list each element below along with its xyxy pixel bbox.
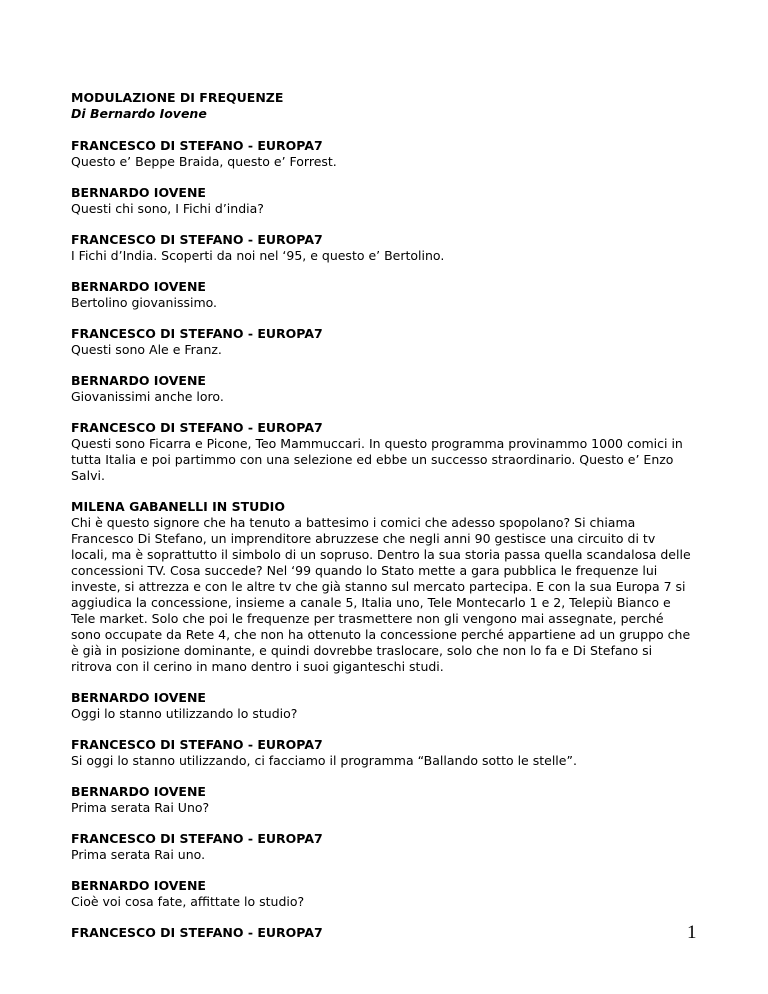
dialogue-line: tutta Italia e poi partimmo con una selezione ed ebbe un successo straordinario. Questo e’ Enzo	[71, 452, 674, 467]
dialogue-line: Prima serata Rai uno.	[71, 847, 206, 862]
dialogue-block	[71, 279, 711, 311]
dialogue-line: Francesco Di Stefano, un imprenditore abruzzese che negli anni 90 gestisce una circuito di tv	[71, 531, 656, 546]
document-author: Di Bernardo Iovene	[71, 106, 207, 121]
page-number: 1	[687, 922, 697, 943]
dialogue-block	[71, 690, 711, 722]
speaker-name: FRANCESCO DI STEFANO - EUROPA7	[71, 138, 323, 153]
document-page	[71, 90, 711, 956]
speaker-name: BERNARDO IOVENE	[71, 279, 206, 294]
dialogue-line: è già in posizione dominante, e quindi dovrebbe traslocare, solo che non lo fa e Di Stefano si	[71, 643, 653, 658]
dialogue-line: aggiudica la concessione, insieme a canale 5, Italia uno, Tele Montecarlo 1 e 2, Telepiù Bianco e	[71, 595, 671, 610]
dialogue-block	[71, 737, 711, 769]
dialogue-block	[71, 185, 711, 217]
dialogue-line: Questi chi sono, I Fichi d’india?	[71, 201, 264, 216]
dialogue-line: Questo e’ Beppe Braida, questo e’ Forrest.	[71, 154, 337, 169]
dialogue-line: Salvi.	[71, 468, 105, 483]
dialogue-block	[71, 878, 711, 910]
dialogue-line: concessioni TV. Cosa succede? Nel ‘99 quando lo Stato mette a gara pubblica le frequenze lui	[71, 563, 658, 578]
speaker-name: BERNARDO IOVENE	[71, 784, 206, 799]
dialogue-line: locali, ma è soprattutto il simbolo di un sopruso. Dentro la sua storia passa quella scandalosa delle	[71, 547, 691, 562]
speaker-name: FRANCESCO DI STEFANO - EUROPA7	[71, 925, 323, 940]
speaker-name: BERNARDO IOVENE	[71, 690, 206, 705]
speaker-name: BERNARDO IOVENE	[71, 878, 206, 893]
dialogue-block	[71, 373, 711, 405]
speaker-name: BERNARDO IOVENE	[71, 185, 206, 200]
dialogue-block	[71, 922, 711, 943]
speaker-name: FRANCESCO DI STEFANO - EUROPA7	[71, 737, 323, 752]
speaker-name: FRANCESCO DI STEFANO - EUROPA7	[71, 831, 323, 846]
dialogue-block	[71, 326, 711, 358]
dialogue-line: I Fichi d’India. Scoperti da noi nel ‘95, e questo e’ Bertolino.	[71, 248, 445, 263]
dialogue-line: sono occupate da Rete 4, che non ha ottenuto la concessione perché appartiene ad un gruppo che	[71, 627, 691, 642]
dialogue-line: Cioè voi cosa fate, affittate lo studio?	[71, 894, 305, 909]
dialogue-block	[71, 499, 711, 675]
speaker-name: BERNARDO IOVENE	[71, 373, 206, 388]
speaker-name: FRANCESCO DI STEFANO - EUROPA7	[71, 232, 323, 247]
dialogue-block	[71, 831, 711, 863]
dialogue-line: Questi sono Ale e Franz.	[71, 342, 222, 357]
dialogue-line: Bertolino giovanissimo.	[71, 295, 218, 310]
speaker-name: FRANCESCO DI STEFANO - EUROPA7	[71, 326, 323, 341]
dialogue-block	[71, 420, 711, 484]
dialogue-block	[71, 138, 711, 170]
speaker-name: FRANCESCO DI STEFANO - EUROPA7	[71, 420, 323, 435]
speaker-name: MILENA GABANELLI IN STUDIO	[71, 499, 285, 514]
dialogue-line: Questi sono Ficarra e Picone, Teo Mammuccari. In questo programma provinammo 1000 comici in	[71, 436, 683, 451]
dialogue-container	[71, 138, 711, 941]
dialogue-block	[71, 784, 711, 816]
dialogue-line: Chi è questo signore che ha tenuto a battesimo i comici che adesso spopolano? Si chiama	[71, 515, 636, 530]
dialogue-line: Oggi lo stanno utilizzando lo studio?	[71, 706, 298, 721]
dialogue-line: investe, si attrezza e con le altre tv che già stanno sul mercato partecipa. E con la sua Europa 7 si	[71, 579, 686, 594]
dialogue-line: Giovanissimi anche loro.	[71, 389, 224, 404]
dialogue-line: Prima serata Rai Uno?	[71, 800, 210, 815]
document-title: MODULAZIONE DI FREQUENZE	[71, 90, 284, 105]
dialogue-block	[71, 232, 711, 264]
dialogue-line: Tele market. Solo che poi le frequenze per trasmettere non gli vengono mai assegnate, perché	[71, 611, 664, 626]
dialogue-line: ritrova con il cerino in mano dentro i suoi giganteschi studi.	[71, 659, 444, 674]
dialogue-line: Si oggi lo stanno utilizzando, ci facciamo il programma “Ballando sotto le stelle”.	[71, 753, 577, 768]
